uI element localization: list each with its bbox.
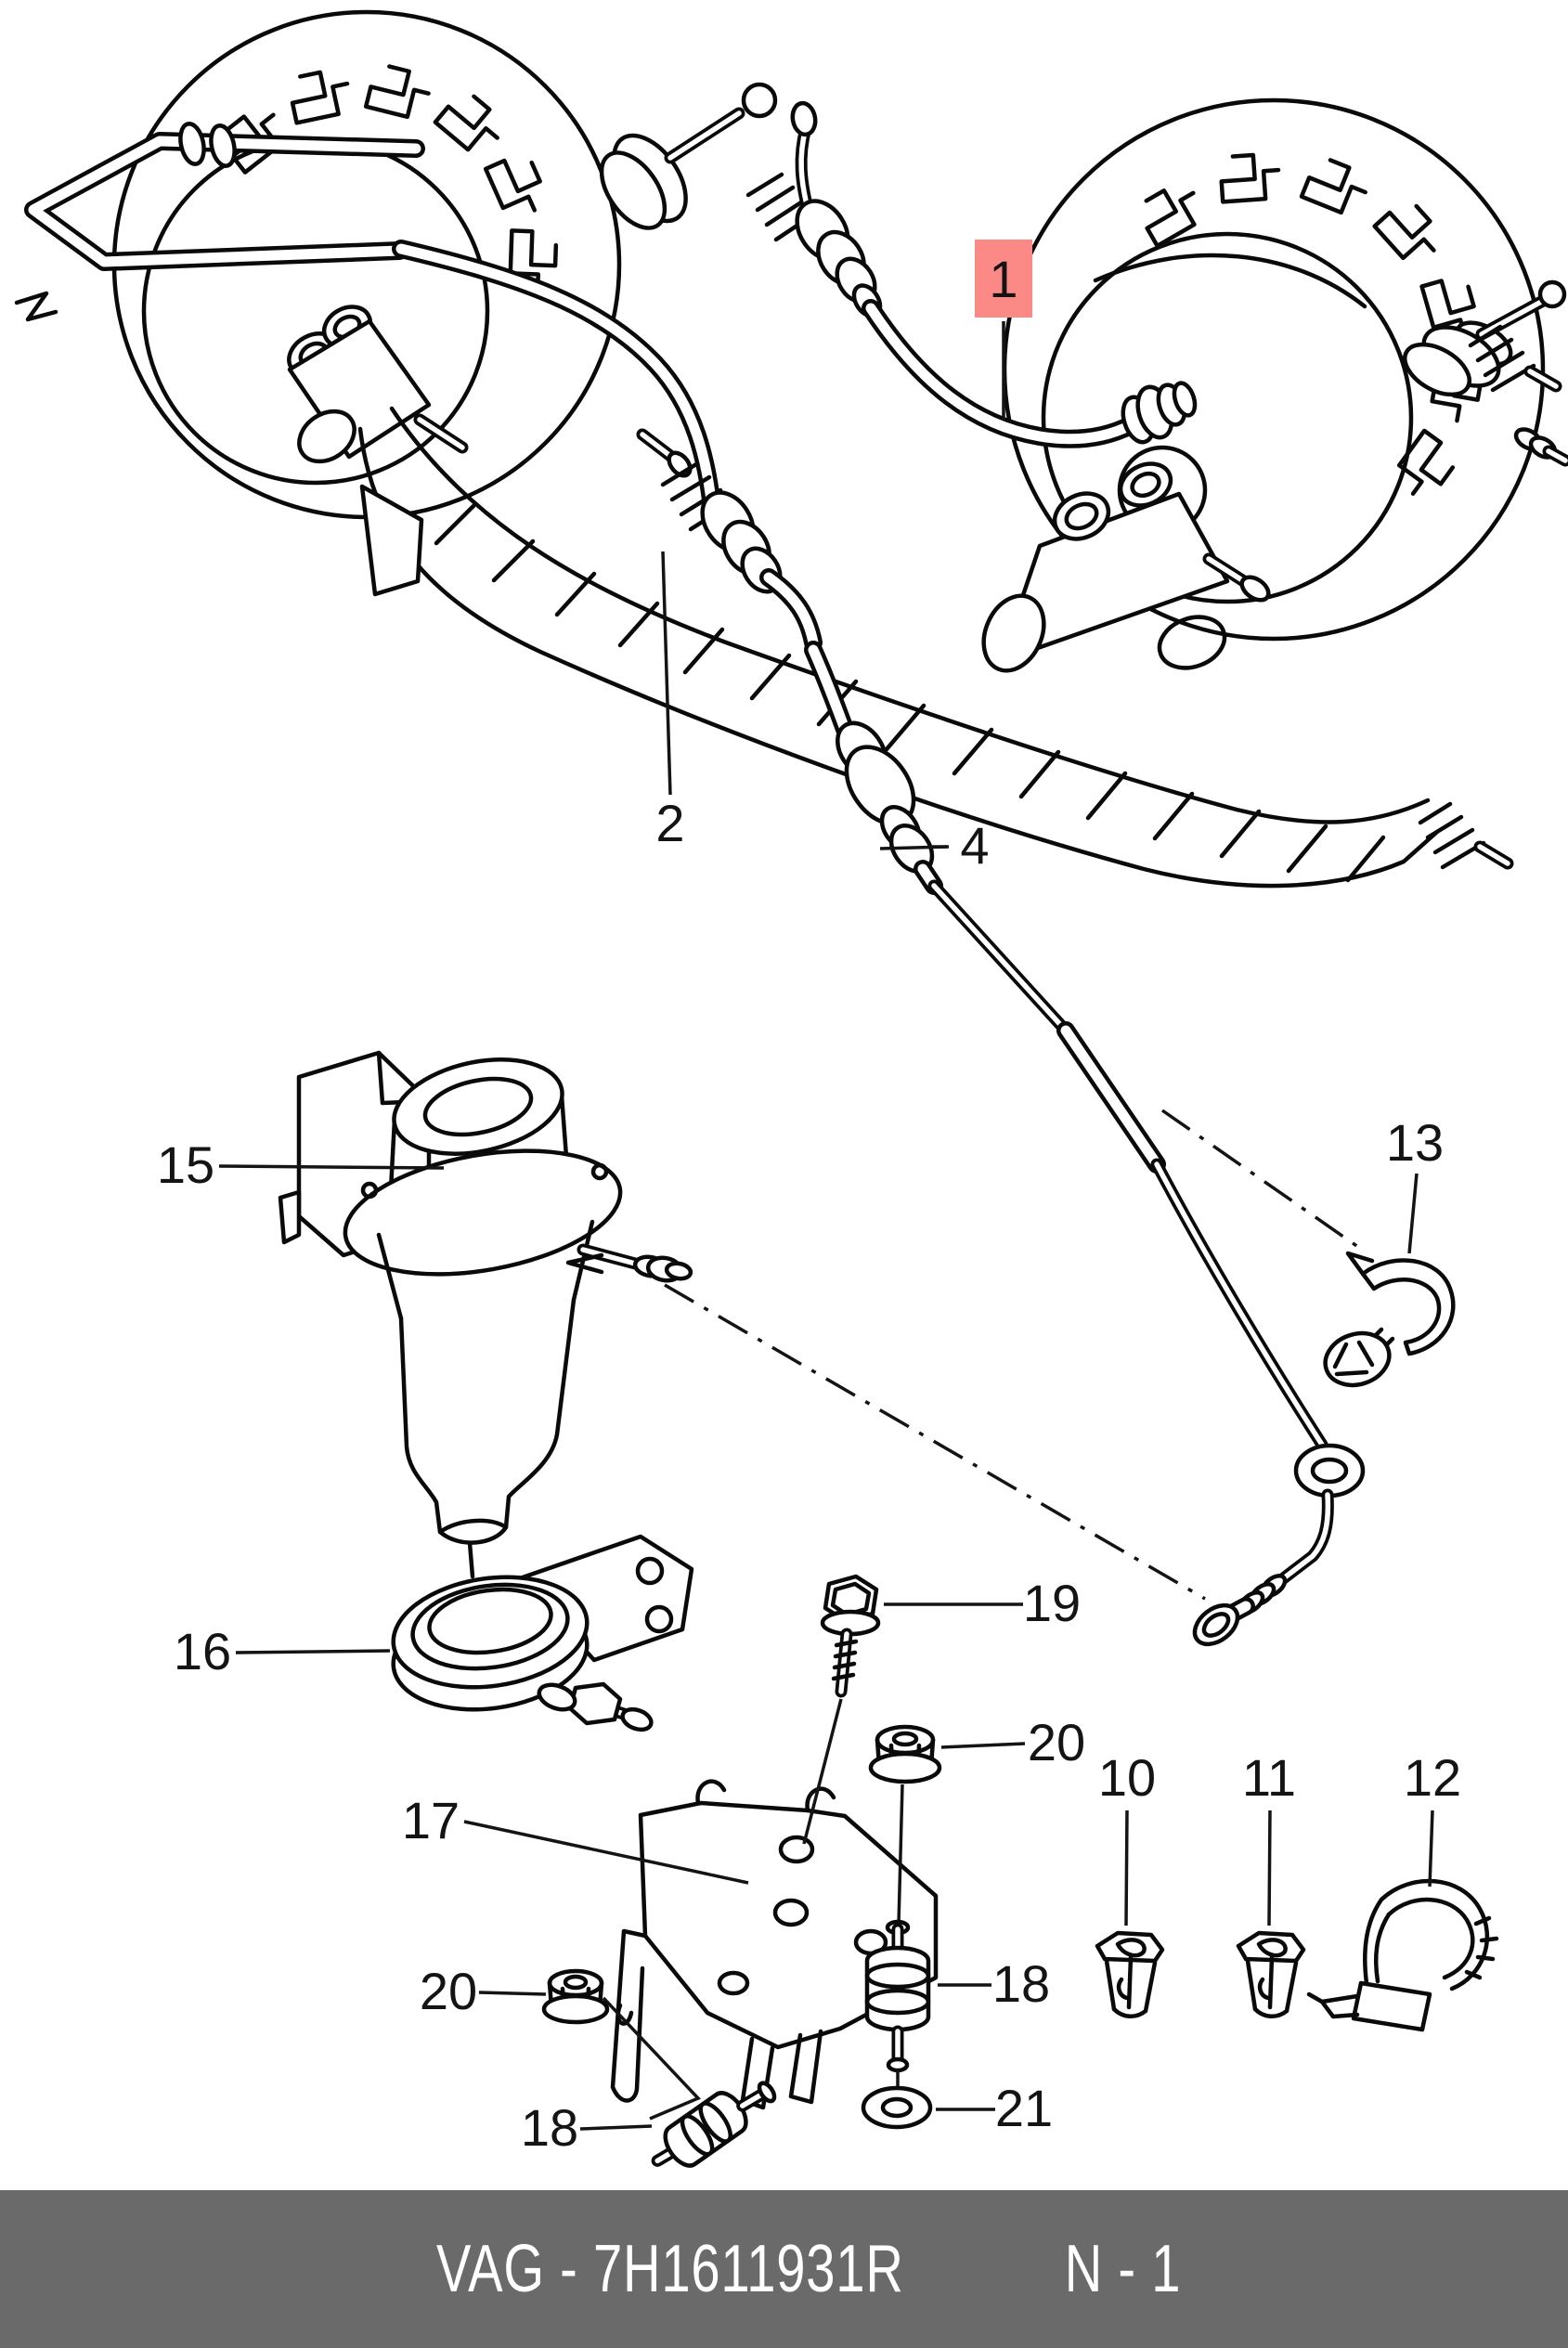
callout-20-right-label[interactable]: 20 <box>1027 1713 1086 1771</box>
callout-20-left-label[interactable]: 20 <box>419 1962 478 2020</box>
part-clip-11 <box>1238 1933 1303 2017</box>
callout-12[interactable] <box>1404 1748 1461 1887</box>
callout-18-right[interactable] <box>938 1954 1050 2013</box>
footer-bar <box>0 2190 1568 2348</box>
callout-10[interactable] <box>1098 1748 1156 1926</box>
callout-11-label[interactable]: 11 <box>1241 1748 1297 1807</box>
part-check-valve-lower <box>663 464 813 642</box>
part-bolt-19 <box>804 1576 878 1844</box>
callout-16-label[interactable]: 16 <box>173 1622 232 1680</box>
callout-18-left-label[interactable]: 18 <box>520 2098 579 2157</box>
footer-page-ref: N - 1 <box>1064 2232 1182 2306</box>
callout-2-label[interactable]: 2 <box>655 794 685 852</box>
callout-19[interactable] <box>884 1574 1081 1632</box>
part-brake-servo-right <box>973 100 1564 681</box>
part-clamp <box>386 1537 692 1733</box>
callout-4-label[interactable]: 4 <box>960 816 990 875</box>
callout-20-left[interactable] <box>420 1962 546 2020</box>
callout-1-label[interactable]: 1 <box>989 250 1018 308</box>
part-cable-tie-12 <box>1309 1881 1497 2030</box>
callout-11[interactable] <box>1242 1748 1296 1926</box>
callout-13[interactable] <box>1386 1113 1444 1253</box>
callout-17-label[interactable]: 17 <box>401 1791 460 1849</box>
callout-15-label[interactable]: 15 <box>156 1135 215 1194</box>
part-check-valve-upper <box>748 101 886 320</box>
callout-10-label[interactable]: 10 <box>1097 1748 1157 1807</box>
part-vacuum-pump <box>280 1045 692 1576</box>
callout-19-label[interactable]: 19 <box>1022 1574 1082 1632</box>
callout-13-label[interactable]: 13 <box>1385 1113 1445 1172</box>
callout-18-left[interactable] <box>521 2098 652 2157</box>
part-clip-13 <box>1318 1253 1453 1393</box>
callout-21[interactable] <box>936 2079 1053 2137</box>
callout-21-label[interactable]: 21 <box>994 2079 1054 2137</box>
part-vacuum-hose-4 <box>813 650 1363 1652</box>
callout-16[interactable] <box>174 1622 390 1680</box>
footer-catalog-code: VAG - 7H1611931R <box>436 2232 904 2306</box>
part-rubber-mount-18-left <box>646 2067 782 2180</box>
callout-12-label[interactable]: 12 <box>1403 1748 1462 1807</box>
part-washer-21 <box>863 2088 930 2127</box>
callout-18-right-label[interactable]: 18 <box>991 1954 1051 2013</box>
part-clip-10 <box>1097 1933 1162 2017</box>
callout-20-right[interactable] <box>941 1713 1085 1771</box>
